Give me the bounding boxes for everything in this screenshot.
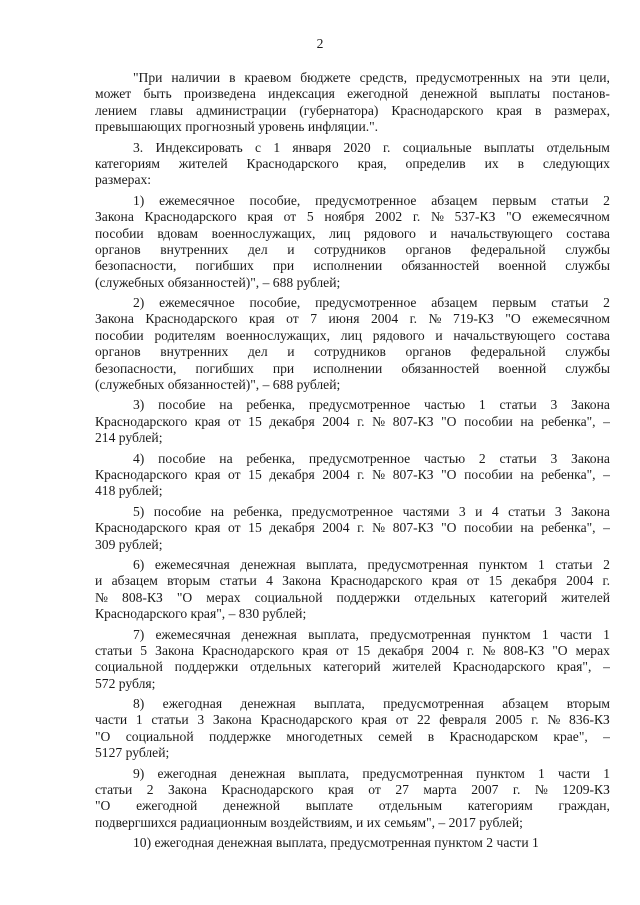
paragraph [95, 70, 610, 136]
text-line: (служебных обязанностей)", – 688 рублей; [95, 377, 341, 393]
text-line: социальной поддержки отдельных категорий жителей Краснодарского края", – [95, 659, 610, 675]
text-line: 3. Индексировать с 1 января 2020 г. социальные выплаты отдельным [133, 139, 610, 155]
text-line: 4) пособие на ребенка, предусмотренное частью 2 статьи 3 Закона [133, 450, 610, 466]
text-line: 2) ежемесячное пособие, предусмотренное абзацем первым статьи 2 [133, 295, 610, 311]
text-line: Закона Краснодарского края от 5 ноября 2002 г. № 537-КЗ "О ежемесячном [95, 209, 610, 225]
text-line: 5127 рублей; [95, 745, 170, 761]
text-line: № 808-КЗ "О мерах социальной поддержки отдельных категорий жителей [95, 589, 610, 605]
paragraph [95, 504, 610, 553]
paragraph [95, 627, 610, 693]
text-line: пособии родителям военнослужащих, лиц рядового и начальствующего состава [95, 327, 610, 343]
text-line: 10) ежегодная денежная выплата, предусмотренная пунктом 2 части 1 [133, 835, 539, 851]
paragraph [95, 193, 610, 291]
text-line: "О ежегодной денежной выплате отдельным категориям граждан, [95, 798, 610, 814]
text-line: пособии вдовам военнослужащих, лиц рядового и начальствующего состава [95, 225, 610, 241]
paragraph [95, 451, 610, 500]
text-line: (служебных обязанностей)", – 688 рублей; [95, 274, 341, 290]
paragraph [95, 397, 610, 446]
text-line: "При наличии в краевом бюджете средств, предусмотренных на эти цели, [133, 70, 610, 85]
text-line: Краснодарского края от 15 декабря 2004 г. № 807-КЗ "О пособии на ребенка", – [95, 466, 610, 482]
text-line: 309 рублей; [95, 536, 163, 552]
text-line: подвергшихся радиационным воздействиям, и их семьям", – 2017 рублей; [95, 814, 523, 830]
text-line: и абзацем вторым статьи 4 Закона Краснодарского края от 15 декабря 2004 г. [95, 573, 610, 589]
text-line: 9) ежегодная денежная выплата, предусмотренная пунктом 1 части 1 [133, 765, 610, 781]
paragraph [95, 295, 610, 393]
text-line: органов внутренних дел и сотрудников органов федеральной службы [95, 344, 610, 360]
text-line: размерах: [95, 172, 152, 188]
text-line: категориям жителей Краснодарского края, определив их в следующих [95, 155, 610, 171]
text-line: лением главы администрации (губернатора) Краснодарского края в размерах, [95, 102, 610, 118]
page-number: 2 [316, 36, 324, 51]
text-line: может быть произведена индексация ежегодной денежной выплаты постанов- [95, 86, 610, 102]
text-line: 3) пособие на ребенка, предусмотренное частью 1 статьи 3 Закона [133, 397, 610, 413]
paragraph [95, 140, 610, 189]
text-line: части 1 статьи 3 Закона Краснодарского края от 22 февраля 2005 г. № 836-КЗ [95, 712, 610, 728]
text-line: 5) пособие на ребенка, предусмотренное частями 3 и 4 статьи 3 Закона [133, 503, 610, 519]
text-line: Краснодарского края от 15 декабря 2004 г. № 807-КЗ "О пособии на ребенка", – [95, 413, 610, 429]
text-line: статьи 2 Закона Краснодарского края от 27 марта 2007 г. № 1209-КЗ [95, 782, 610, 798]
text-line: органов внутренних дел и сотрудников органов федеральной службы [95, 241, 610, 257]
paragraph [95, 557, 610, 623]
document-body [95, 70, 610, 856]
text-line: 6) ежемесячная денежная выплата, предусмотренная пунктом 1 статьи 2 [133, 556, 610, 572]
text-line: 7) ежемесячная денежная выплата, предусмотренная пунктом 1 части 1 [133, 626, 610, 642]
text-line: Краснодарского края от 15 декабря 2004 г. № 807-КЗ "О пособии на ребенка", – [95, 520, 610, 536]
text-line: 418 рублей; [95, 483, 163, 499]
text-line: безопасности, погибших при исполнении обязанностей военной службы [95, 360, 610, 376]
text-line: "О социальной поддержке многодетных семей в Краснодарском крае", – [95, 728, 610, 744]
text-line: Закона Краснодарского края от 7 июня 2004 г. № 719-КЗ "О ежемесячном [95, 311, 610, 327]
text-line: 8) ежегодная денежная выплата, предусмотренная абзацем вторым [133, 696, 610, 712]
text-line: превышающих прогнозный уровень инфляции.". [95, 119, 379, 135]
paragraph [95, 835, 610, 851]
paragraph [95, 766, 610, 832]
text-line: 572 рубля; [95, 675, 156, 691]
paragraph [95, 696, 610, 762]
text-line: Краснодарского края", – 830 рублей; [95, 606, 307, 622]
text-line: 214 рублей; [95, 430, 163, 446]
text-line: статьи 5 Закона Краснодарского края от 15 декабря 2004 г. № 808-КЗ "О мерах [95, 642, 610, 658]
text-line: безопасности, погибших при исполнении обязанностей военной службы [95, 258, 610, 274]
text-line: 1) ежемесячное пособие, предусмотренное абзацем первым статьи 2 [133, 192, 610, 208]
